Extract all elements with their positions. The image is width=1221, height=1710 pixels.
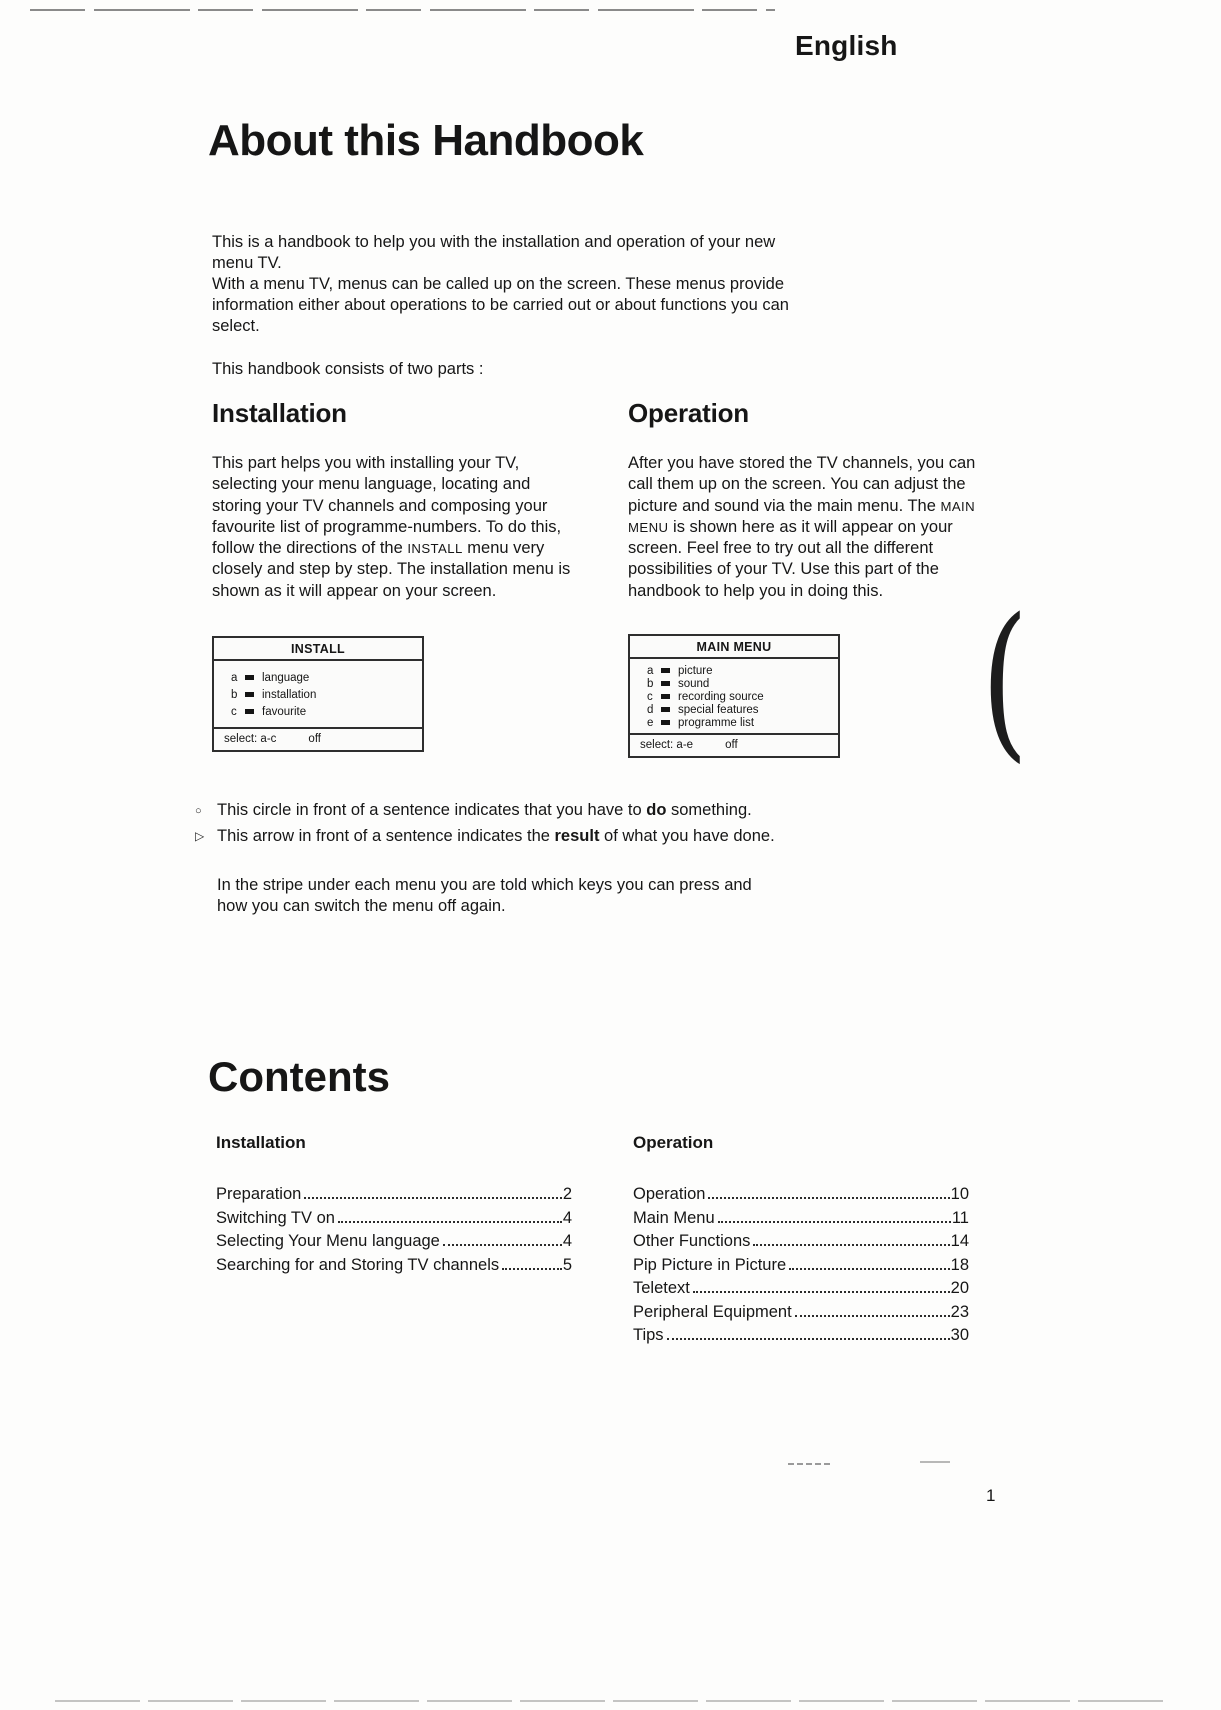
note-do bbox=[195, 800, 820, 821]
circle-marker-icon: ○ bbox=[195, 805, 202, 817]
menu-item-favourite bbox=[231, 703, 414, 720]
page-number: 1 bbox=[986, 1486, 996, 1505]
menu-bullet-icon bbox=[245, 675, 254, 680]
intro-section bbox=[212, 232, 797, 380]
scan-artifact-bottom-line bbox=[55, 1700, 1165, 1702]
note-do-part1: This circle in front of a sentence indicates that you have to bbox=[217, 801, 647, 819]
intro-paragraph-2: With a menu TV, menus can be called up on the screen. These menus provide information either about operations to be carried out or about functions you can select. bbox=[212, 275, 789, 336]
toc-entry-page: 5 bbox=[562, 1255, 572, 1274]
toc-entry bbox=[216, 1254, 572, 1278]
menu-bullet-icon bbox=[661, 668, 670, 673]
menu-bullet-icon bbox=[661, 720, 670, 725]
operation-column bbox=[628, 398, 1000, 602]
language-label: English bbox=[795, 30, 898, 61]
toc-entry-page: 4 bbox=[562, 1232, 572, 1250]
menu-item-key: a bbox=[647, 664, 654, 677]
menu-bullet-icon bbox=[661, 681, 670, 686]
menu-item-key: e bbox=[647, 716, 654, 729]
operation-body-part1: After you have stored the TV channels, you can call them up on the screen. You can adjust the picture and sound via the main menu. The bbox=[628, 454, 976, 515]
menu-item-label: installation bbox=[262, 688, 317, 701]
toc-entry-page: 14 bbox=[950, 1232, 969, 1250]
menu-item-label: favourite bbox=[262, 705, 307, 718]
toc-dot-leader bbox=[718, 1221, 951, 1223]
toc-dot-leader bbox=[753, 1244, 949, 1246]
main-menu-keyword: MAIN MENU bbox=[628, 498, 976, 535]
toc-operation-heading: Operation bbox=[633, 1133, 714, 1152]
note-stripe: In the stripe under each menu you are told which keys you can press and how you can switch the menu off again. bbox=[217, 876, 752, 916]
toc-entry bbox=[216, 1230, 572, 1254]
toc-entry-page: 11 bbox=[951, 1208, 969, 1227]
note-result bbox=[195, 826, 820, 847]
installation-heading: Installation bbox=[212, 398, 347, 428]
scan-speckle bbox=[788, 1463, 830, 1465]
menu-item-label: special features bbox=[678, 703, 759, 716]
menu-item-key: a bbox=[231, 671, 238, 684]
toc-entry-page: 30 bbox=[950, 1326, 969, 1344]
toc-entry-page: 18 bbox=[950, 1255, 969, 1274]
main-menu-title: MAIN MENU bbox=[630, 636, 838, 659]
note-result-bold: result bbox=[554, 827, 600, 846]
menu-item-recording-source bbox=[647, 690, 830, 703]
intro-paragraph-3: This handbook consists of two parts : bbox=[212, 359, 484, 378]
menu-item-key: c bbox=[231, 705, 237, 718]
note-do-text bbox=[217, 800, 752, 821]
menu-bullet-icon bbox=[661, 694, 670, 699]
toc-dot-leader bbox=[708, 1197, 949, 1199]
toc-entry-label: Teletext bbox=[633, 1279, 690, 1297]
toc-operation-column bbox=[633, 1133, 969, 1348]
toc-dot-leader bbox=[795, 1315, 950, 1317]
menu-footer-select: select: a-c bbox=[224, 733, 277, 745]
operation-heading: Operation bbox=[628, 398, 749, 428]
menu-item-sound bbox=[647, 677, 830, 690]
main-menu-footer bbox=[630, 733, 838, 756]
menu-item-label: picture bbox=[678, 664, 713, 677]
toc-dot-leader bbox=[338, 1221, 562, 1223]
toc-entry-label: Tips bbox=[633, 1326, 664, 1344]
menu-item-label: programme list bbox=[678, 716, 755, 729]
menu-item-label: sound bbox=[678, 677, 710, 690]
toc-entry-page: 4 bbox=[562, 1208, 572, 1227]
note-result-part2: of what you have done. bbox=[599, 827, 775, 846]
toc-entry-label: Peripheral Equipment bbox=[633, 1302, 792, 1321]
toc-entry-page: 2 bbox=[562, 1185, 572, 1203]
toc-entry bbox=[633, 1230, 969, 1254]
installation-body-part1: This part helps you with installing your TV, selecting your menu language, locating and storing your TV channels and composing your favourite list of programme-numbers. To do this, follow the directions of the bbox=[212, 454, 562, 558]
contents-title: Contents bbox=[208, 1053, 390, 1100]
table-of-contents bbox=[216, 1133, 969, 1348]
install-menu-title: INSTALL bbox=[214, 638, 422, 661]
toc-entry-label: Operation bbox=[633, 1185, 706, 1203]
install-menu-items bbox=[214, 661, 422, 727]
menu-item-key: b bbox=[231, 688, 238, 701]
toc-entry bbox=[216, 1183, 572, 1207]
menu-item-key: d bbox=[647, 703, 654, 716]
toc-dot-leader bbox=[693, 1291, 950, 1293]
scan-binding-mark: ( bbox=[981, 582, 1029, 778]
toc-entry-label: Preparation bbox=[216, 1185, 302, 1203]
toc-dot-leader bbox=[443, 1244, 562, 1246]
toc-entry-label: Pip Picture in Picture bbox=[633, 1255, 787, 1274]
menu-footer-off: off bbox=[725, 739, 738, 751]
menu-item-picture bbox=[647, 664, 830, 677]
menu-item-key: c bbox=[647, 690, 653, 703]
toc-entry bbox=[633, 1301, 969, 1325]
menu-item-special-features bbox=[647, 703, 830, 716]
toc-entry bbox=[633, 1277, 969, 1301]
toc-installation-column bbox=[216, 1133, 572, 1348]
toc-entry-page: 23 bbox=[950, 1302, 969, 1321]
toc-entry-label: Other Functions bbox=[633, 1232, 751, 1250]
toc-entry-label: Selecting Your Menu language bbox=[216, 1232, 440, 1250]
toc-entry-label: Main Menu bbox=[633, 1208, 715, 1227]
toc-dot-leader bbox=[502, 1268, 562, 1270]
menu-footer-off: off bbox=[308, 733, 321, 745]
menu-bullet-icon bbox=[245, 692, 254, 697]
toc-entry bbox=[633, 1183, 969, 1207]
menu-item-language bbox=[231, 669, 414, 686]
installation-body bbox=[212, 453, 584, 602]
toc-installation-heading: Installation bbox=[216, 1133, 306, 1152]
toc-entry bbox=[633, 1254, 969, 1278]
main-menu-screen bbox=[628, 634, 840, 758]
arrow-marker-icon: ▷ bbox=[195, 829, 205, 844]
menu-item-label: recording source bbox=[678, 690, 764, 703]
toc-entry bbox=[633, 1324, 969, 1348]
toc-dot-leader bbox=[304, 1197, 562, 1199]
note-result-part1: This arrow in front of a sentence indicates the bbox=[217, 827, 555, 846]
operation-body-part2: is shown here as it will appear on your screen. Feel free to try out all the different possibilities of your TV. Use this part of the handbook to help you in doing this. bbox=[628, 517, 953, 600]
note-do-part2: something. bbox=[666, 801, 752, 819]
note-result-text bbox=[217, 826, 775, 847]
toc-entry-page: 20 bbox=[950, 1279, 969, 1297]
menu-item-label: language bbox=[262, 671, 310, 684]
scan-speckle bbox=[920, 1461, 950, 1463]
toc-entry bbox=[633, 1207, 969, 1231]
install-menu-screen bbox=[212, 636, 424, 752]
note-do-bold: do bbox=[646, 801, 667, 819]
two-column-section bbox=[212, 398, 1000, 602]
menu-item-programme-list bbox=[647, 716, 830, 729]
install-menu-keyword: INSTALL bbox=[407, 541, 463, 557]
operation-body bbox=[628, 453, 1000, 602]
toc-entry-label: Searching for and Storing TV channels bbox=[216, 1255, 500, 1274]
notes-section bbox=[195, 800, 820, 917]
menu-bullet-icon bbox=[661, 707, 670, 712]
installation-body-part2: menu very closely and step by step. The installation menu is shown as it will appear on your screen. bbox=[212, 539, 571, 600]
intro-paragraph-1: This is a handbook to help you with the installation and operation of your new menu TV. bbox=[212, 233, 776, 273]
installation-column bbox=[212, 398, 584, 602]
toc-entry bbox=[216, 1207, 572, 1231]
toc-dot-leader bbox=[667, 1338, 950, 1340]
install-menu-footer bbox=[214, 727, 422, 750]
menu-footer-select: select: a-e bbox=[640, 739, 694, 751]
toc-entry-label: Switching TV on bbox=[216, 1208, 335, 1227]
menu-bullet-icon bbox=[245, 709, 254, 714]
toc-dot-leader bbox=[789, 1268, 949, 1270]
menu-item-installation bbox=[231, 686, 414, 703]
menu-item-key: b bbox=[647, 677, 654, 690]
main-menu-items bbox=[630, 659, 838, 733]
toc-entry-page: 10 bbox=[950, 1185, 969, 1203]
scan-artifact-top-line bbox=[30, 9, 775, 11]
page-title: About this Handbook bbox=[208, 116, 644, 165]
